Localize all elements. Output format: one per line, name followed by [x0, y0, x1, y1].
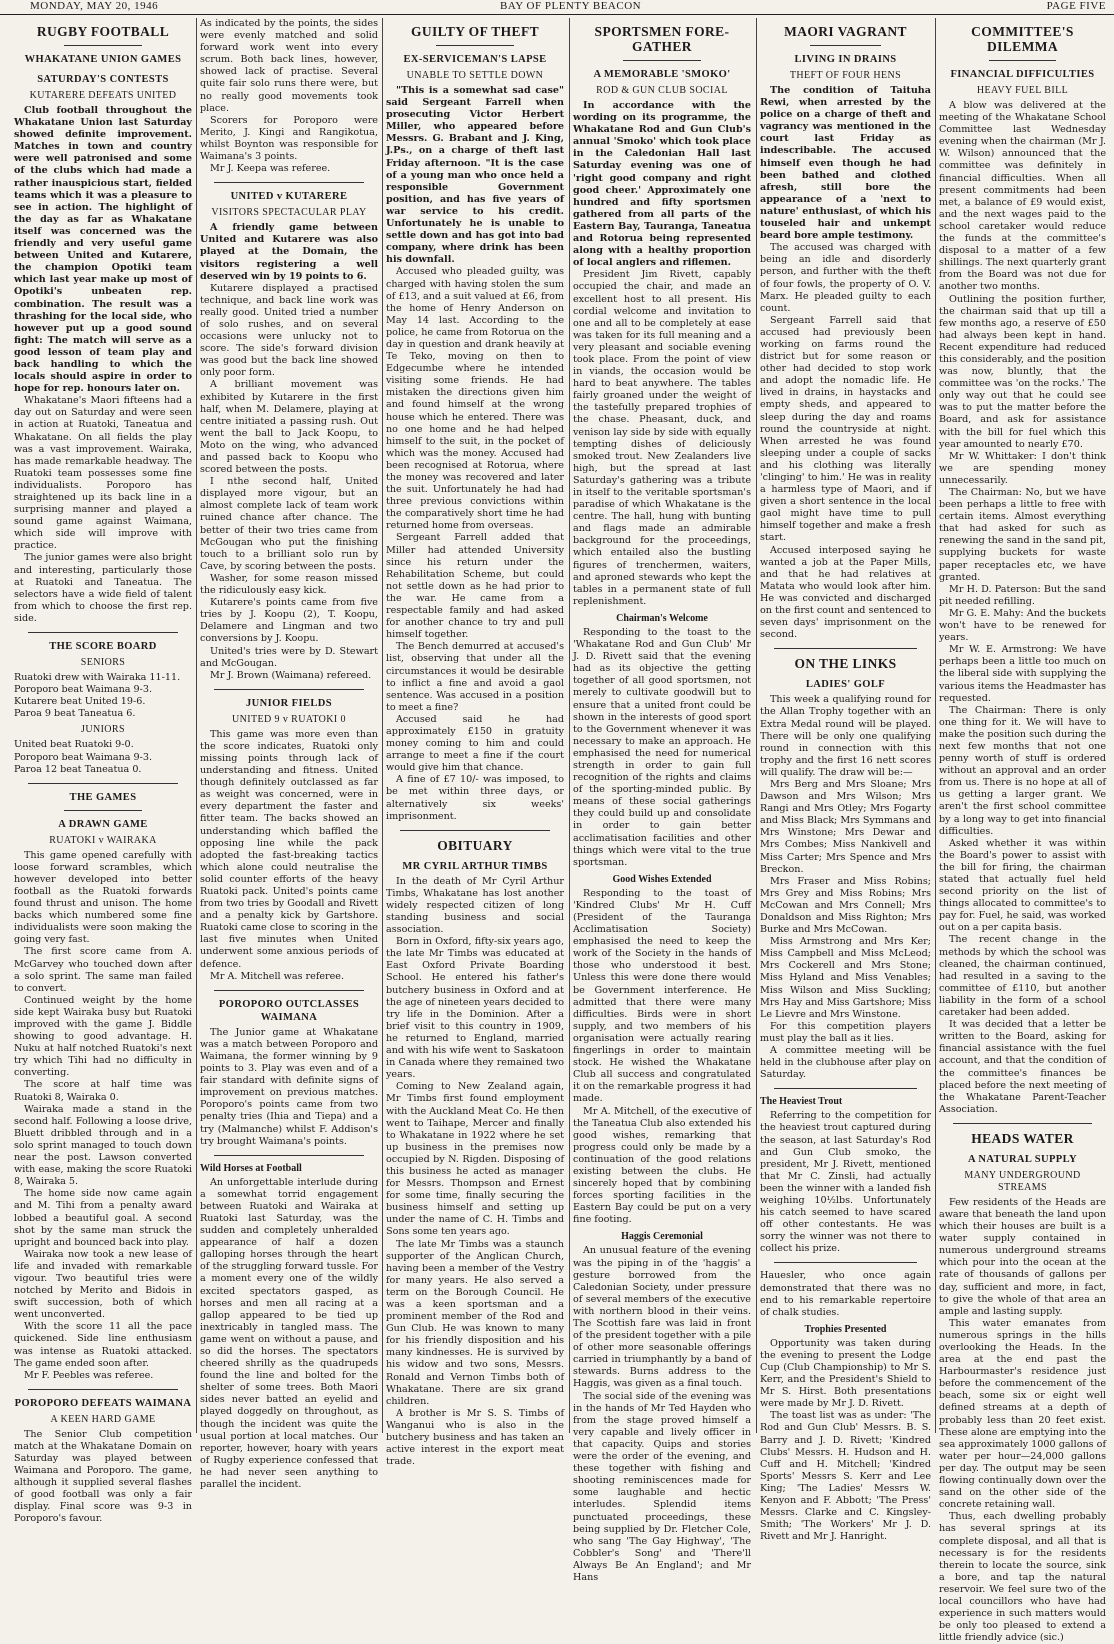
article-paragraph: The toast list was as under: 'The Rod and Gun Club' Messrs. B. S. Barry and J. D. Rivett; 'Kindred Clubs' Messrs. H. Hudson and H. Cuff and H. Mitchell; 'Kindred Sports' Messrs S. Kerr and Lee King; 'The Ladies' Messrs W. Kenyon and F. Abbott; 'The Press' Messrs. Clarke and C. Kingsley-Smith; 'The Workers' Mr J. D. Rivett and Mr J. Hanright. [760, 1410, 931, 1543]
headline-sportsmen-foregather: SPORTSMEN FORE-GATHER [594, 24, 730, 54]
article-paragraph: Coming to New Zealand again, Mr Timbs first found employment with the Auckland Meat Co. He then went to Taihape, Mercer and finally to Whakatane in 1922 where he set up business in the premises now occupied by N. Rigden. Disposing of this business he acted as manager for Messrs. Thompson and Ernest for some time, finally securing the business himself and setting up under the name of C. H. Timbs and Sons some ten years ago. [386, 1081, 564, 1238]
divider [214, 1155, 364, 1156]
subhead: A KEEN HARD GAME [50, 1413, 156, 1425]
article-paragraph: Outlining the position further, the chairman said that up till a few months ago, a reserve of £50 had always been kept in hand. Recent expenditure had reduced this considerably, and the position was now, bluntly, that the committee was 'on the rocks.' The only way out that he could see was to put the matter before the Board, and ask for assistance with the bill for fuel which this year amounted to nearly £70. [939, 293, 1106, 450]
article-paragraph: This game opened carefully with loose forward scrambles, which however developed into better football as the Ruatoki forwards found thrust and unison. The home backs which numbered some fine individualists were soon making the going very fast. [14, 849, 192, 946]
column-rule [756, 18, 757, 1433]
article-paragraph: The Senior Club competition match at the Whakatane Domain on Saturday was played between Waimana and Poroporo. The game, although it supplied several flashes of good football was only a fair display. Final score was 9-3 in Poroporo's favour. [14, 1428, 192, 1525]
article-paragraph: For this competition players must play the ball as it lies. [760, 1020, 931, 1044]
article-paragraph: In the death of Mr Cyril Arthur Timbs, Whakatane has lost another widely respected citizen of long standing business and social association. [386, 875, 564, 936]
subhead: JUNIORS [81, 724, 125, 736]
column-3 [386, 18, 564, 1468]
score-line: Poroporo beat Waimana 9-3. [14, 751, 153, 763]
headline-junior-fields: JUNIOR FIELDS [245, 697, 332, 709]
article-paragraph: Mr H. D. Paterson: But the sand pit needed refilling. [939, 583, 1106, 607]
subhead: FINANCIAL DIFFICULTIES [950, 69, 1095, 80]
headline-wild-horses: Wild Horses at Football [200, 1162, 302, 1174]
article-paragraph: Kutarere's points came from five tries by J. Koopu (2), T. Koopu, Delamere and Lingman and two conversions by J. Koopu. [200, 597, 378, 645]
score-line: Paroa 12 beat Taneatua 0. [14, 763, 142, 775]
article-paragraph: Mr F. Peebles was referee. [24, 1369, 154, 1381]
subhead: A DRAWN GAME [58, 818, 148, 830]
score-line: Kutarere beat United 19-6. [14, 696, 146, 708]
score-line: Paroa 9 beat Taneatua 6. [14, 708, 136, 720]
article-paragraph: An unforgettable interlude during a somewhat torrid engagement between Ruatoki and Wairaka at Ruatoki last Saturday, was the sudden and completely unheralded appearance of half a dozen galloping horses through the heart of the struggling forward tussle. For a moment every one of the wildly excited spectators gasped, as horses and men all racing at a gallop appeared to be tied up inextricably in tangled mass. The game went on without a pause, and so did the horses. The spectators cheered shrilly as the quadrupeds found the line and bolted for the shelter of some trees. Both Maori sides never batted an eyelid and played doggedly on throughout, as though the incident was quite the usual portion at local matches. Our reporter, however, hoary with years of Rugby experience confessed that he had never seen anything to parallel the incident. [200, 1176, 378, 1491]
article-paragraph: The first score came from A. McGarvey who touched down after a solo sprint. The same man failed to convert. [14, 946, 192, 994]
divider [953, 1123, 1092, 1124]
article-paragraph: Hauesler, who once again demonstrated that there was no end to his remarkable repertoire of chalk studies. [760, 1270, 931, 1318]
article-paragraph: Mr A. Mitchell, of the executive of the Taneatua Club also extended his good wishes, remarking that progress could only be made by a continuation of the good relations existing between the clubs. He sincerely hoped that by combining forces sporting facilities in the Eastern Bay could be put on a very fine footing. [573, 1105, 751, 1226]
subhead: UNITED 9 v RUATOKI 0 [232, 713, 346, 725]
divider [214, 689, 364, 690]
subhead: MANY UNDERGROUND STREAMS [964, 1169, 1081, 1193]
subhead: HEAVY FUEL BILL [976, 85, 1069, 96]
article-paragraph: Kutarere displayed a practised technique, and back line work was really good. United tried a number of solo rushes, and on several occasions were unlucky not to score. The side's forward division was good but the back line showed only poor form. [200, 282, 378, 379]
column-5 [760, 18, 931, 1543]
divider [214, 182, 364, 183]
headline-the-games: THE GAMES [69, 791, 137, 803]
article-paragraph: A committee meeting will be held in the clubhouse after play on Saturday. [760, 1045, 931, 1081]
article-paragraph: Responding to the toast to the 'Whakatane Rod and Gun Club' Mr J. D. Rivett said that the evening had as its objective the getting together of all good sportsmen, not merely to cultivate goodwill but to ensure that a united front could be shown in the interests of good sport to the Government whenever it was necessary to make an approach. He emphasised the need for numerical strength in order to gain full recognition of the rights and claims of the sporting-minded public. By means of these social gatherings they could build up and consolidate in order to gain better acclimatisation facilities and other things which were vital to the true sportsman. [573, 626, 751, 868]
subhead: LADIES' GOLF [805, 679, 886, 691]
subhead: ROD & GUN CLUB SOCIAL [596, 85, 728, 96]
divider [774, 1088, 917, 1089]
article-paragraph: The social side of the evening was in the hands of Mr Ted Hayden who from the stage proved himself a very capable and lively officer in that capacity. Quips and stories were the order of the evening, and these together with fishing and shooting reminiscences made for some laughable and hectic interludes. Splendid items punctuated proceedings, these being supplied by Dr. Fletcher Cole, who sang 'The Gay Highway', 'The Cobbler's Song' and 'There'll Always Be An England'; and Mr Hans [573, 1390, 751, 1583]
divider [989, 60, 1056, 61]
article-paragraph: Accused interposed saying he wanted a job at the Paper Mills, and that he had relatives at Matata who would look after him. He was convicted and discharged on the first count and sentenced to seven days' imprisonment on the second. [760, 544, 931, 641]
newspaper-name: BAY OF PLENTY BEACON [500, 0, 642, 12]
article-paragraph: Wairaka made a stand in the second half. Following a loose drive, Bluett dribbled through and in a solo sprint managed to touch down near the post. Lawson converted with ease, making the score Ruatoki 8, Wairaka 5. [14, 1103, 192, 1188]
article-paragraph: Scorers for Poroporo were Merito, J. Kingi and Rangikotua, whilst Boynton was responsible for Waimana's 3 points. [200, 114, 378, 163]
divider [436, 45, 514, 46]
article-paragraph: United's tries were by D. Stewart and McGougan. [200, 645, 378, 669]
divider [623, 60, 701, 61]
subhead: MR CYRIL ARTHUR TIMBS [402, 860, 548, 872]
article-paragraph: A fine of £7 10/- was imposed, to be met within three days, or alternatively six weeks' imprisonment. [386, 774, 564, 822]
article-paragraph: Thus, each dwelling probably has several springs at its complete disposal, and all that is necessary is for the residents therein to locate the source, sink a bore, and tap the natural reservoir. We feel sure two of the local councillors who have had experience in such matters would be only too pleased to extend a little friendly advice (sic.) [939, 1511, 1106, 1644]
article-paragraph: The score at half time was Ruatoki 8, Wairaka 0. [14, 1079, 192, 1103]
divider [774, 1262, 917, 1263]
article-paragraph: With the score 11 all the pace quickened. Side line enthusiasm was intense as Ruatoki attacked. The game ended soon after. [14, 1321, 192, 1369]
divider [28, 783, 178, 784]
headline-score-board: THE SCORE BOARD [49, 641, 157, 653]
subhead: Chairman's Welcome [616, 612, 708, 624]
article-paragraph: Whakatane's Maori fifteens had a day out on Saturday and were seen in action at Ruatoki, Taneatua and Whakatane. On all fields the play was a vast improvement. Wairaka, has made remarkable headway. The Ruatoki team possesses some fine individualists. Poroporo has straightened up its back line in a surprising manner and played a sound game against Waimana, which side will improve with practice. [14, 395, 192, 552]
article-paragraph: Wairaka now took a new lease of life and invaded with remarkable vigour. Two beautiful tries were notched by Merito and Bidois in swift succession, both of which went unconverted. [14, 1248, 192, 1321]
article-paragraph: The junior games were also bright and interesting, particularly those at Ruatoki and Taneatua. The selectors have a wide field of talent from which to choose the first rep. side. [14, 552, 192, 624]
divider [28, 1389, 178, 1390]
article-paragraph: Miss Armstrong and Mrs Ker; Miss Campbell and Miss McLeod; Mrs Cockerell and Mrs Stone; Miss Hyland and Miss Venables; Miss Wilson and Miss Suckling; Mrs Hay and Miss Gartshore; Miss Le Lievre and Mrs Winstone. [760, 936, 931, 1020]
headline-committees-dilemma: COMMITTEE'S DILEMMA [971, 24, 1074, 54]
article-paragraph: Mr W. E. Armstrong: We have perhaps been a little too much on the liberal side with supplying the various items the Headmaster has requested. [939, 644, 1106, 704]
article-paragraph: Accused who pleaded guilty, was charged with having stolen the sum of £13, and a suit valued at £6, from the home of Henry Anderson on May 14 last. According to the police, he came from Rotorua on the day in question and drank heavily at Te Teko, moving on then to Edgecumbe where he intended visiting some friends. He had mistaken the directions given him and found himself at the wrong house which he entered. There was no one home and he had helped himself to the suit, in the pocket of which was the money. Accused had been recognised at Rotorua, where the money was recovered and later the suit. Unfortunately he had had three previous convictions within the comparatively short time he had returned home from overseas. [386, 266, 564, 532]
article-paragraph: A brilliant movement was exhibited by Kutarere in the first half, when M. Delamere, playing at centre initiated a passing rush. Out went the ball to Jack Koopu, to Moto on the wing, who advanced and passed back to Koopu who scored between the posts. [200, 379, 378, 476]
headline-obituary: OBITUARY [437, 837, 513, 853]
column-rule [569, 18, 570, 1433]
subhead: A NATURAL SUPPLY [967, 1153, 1078, 1165]
article-paragraph: Asked whether it was within the Board's power to assist with the bill for firing, the chairman stated that actually fuel held second priority on the list of things allocated to committee's to pay for. Fuel, he said, was worked out on a per capita basis. [939, 837, 1106, 934]
headline-poroporo-outclasses-waimana: POROPORO OUTCLASSES WAIMANA [218, 998, 360, 1023]
divider [64, 810, 142, 811]
headline-on-the-links: ON THE LINKS [794, 656, 897, 672]
column-1 [14, 18, 192, 1525]
article-paragraph: The accused was charged with being an idle and disorderly person, and further with the theft of four fowls, the property of O. V. Marx. He pleaded guilty to each count. [760, 242, 931, 314]
article-lead: The condition of Taituha Rewi, when arrested by the police on a charge of theft and vagrancy was mentioned in the court last Friday as indescribable. The accused himself even though he had been bathed and clothed afresh, still bore the appearance of a 'next to nature' enthusiast, of which his touseled hair and unkempt beard bore ample testimony. [760, 85, 931, 242]
article-paragraph: A brother is Mr S. S. Timbs of Wanganui who is also in the butchery business and has taken an active interest in the export meat trade. [386, 1407, 564, 1468]
headline-united-v-kutarere: UNITED v KUTARERE [230, 191, 348, 203]
article-paragraph: Mr J. Keepa was referee. [210, 163, 331, 175]
article-paragraph: The Chairman: There is only one thing for it. We will have to make the position such during the next few months that not one penny worth of stuff is ordered without an approval and an order from us. There is no hope at all of us getting a larger grant. We aren't the first school committee by a long way to get into financial difficulties. [939, 704, 1106, 837]
column-rule [382, 18, 383, 1433]
article-paragraph: Sergeant Farrell said that accused had previously been working on farms round the district but for some reason or other had decided to stop work and adopt the nomadic life. He lived in drains, in haystacks and empty sheds, and appeared to sleep during the day and roams round the countryside at night. When arrested he was found sleeping under a couple of sacks and his clothing was literally 'clinging' to him.' He was in reality a harmless type of Maori, and if given a short sentence in the local gaol might have time to pull himself together and make a fresh start. [760, 314, 931, 544]
page-number: PAGE FIVE [1046, 0, 1106, 12]
article-paragraph: An unusual feature of the evening was the piping in of the 'haggis' a gesture borrowed from the Caledonian Society, under pressure of several members of the executive with northern blood in their veins. The Scottish fare was laid in front of the president together with a pile of other more seasonable offerings carried in triumphantly by a band of stewards. Burns address to the Haggis, was given as a final touch. [573, 1245, 751, 1390]
headline-heads-water: HEADS WATER [971, 1130, 1074, 1146]
masthead [0, 0, 1114, 15]
divider [810, 45, 881, 46]
subhead: VISITORS SPECTACULAR PLAY [211, 207, 367, 219]
article-paragraph: I nthe second half, United displayed more vigour, but an almost complete lack of team work ruined chance after chance. The better of their two tries came from McGougan who put the finishing touch to a brilliant solo run by Cave, by scoring between the posts. [200, 476, 378, 572]
subhead: The Heaviest Trout [760, 1096, 843, 1108]
article-paragraph: The Junior game at Whakatane was a match between Poroporo and Waimana, the former winning by 9 points to 3. Play was even and of a fair standard with definite signs of improvement on previous matches. Poroporo's points came from two penalty tries (Ihia and Tiepa) and a try (Malmanche) whilst F. Addison's try brought Waimana's points. [200, 1026, 378, 1147]
subhead: SENIORS [80, 657, 126, 669]
column-rule [935, 18, 936, 1433]
article-paragraph: The home side now came again and M. Tihi from a penalty award lobbed a beautiful goal. A second shot by the same man struck the upright and bounced back into play. [14, 1188, 192, 1248]
subhead: Good Wishes Extended [612, 873, 712, 885]
divider [64, 45, 142, 46]
subhead: KUTARERE DEFEATS UNITED [29, 90, 177, 101]
article-paragraph: This water emanates from numerous springs in the hills overlooking the Heads. In the area at the end past the Harbourmaster's residence just before the commencement of the beach, some six or eight well defined streams at a depth of probably less than 20 feet exist. These alone are emptying into the sea approximately 1000 gallons of water per hour—24,000 gallons per day. The output may be seen flowing continually down over the sand on the other side of the concrete retaining wall. [939, 1317, 1106, 1511]
article-paragraph: Mr A. Mitchell was referee. [210, 970, 345, 982]
score-line: Ruatoki drew with Wairaka 11-11. [14, 672, 181, 684]
article-paragraph: Continued weight by the home side kept Wairaka busy but Ruatoki improved with the game J. Biddle showing to good advantage. H. Nuku at half notched Ruatoki's next try which Tihi had no difficulty in converting. [14, 994, 192, 1079]
column-4 [573, 18, 751, 1583]
subhead: WHAKATANE UNION GAMES [24, 54, 182, 65]
article-paragraph: A blow was delivered at the meeting of the Whakatane School Committee last Wednesday evening when the chairman (Mr J. W. Wilson) announced that the committee was definitely in financial difficulties. When all present commitments had been met, a balance of £9 would exist, and the next wages paid to the school caretaker would reduce the funds at the committee's disposal to a matter of a few shillings. The next quarterly grant from the Board was not due for another two months. [939, 100, 1106, 293]
column-6 [939, 18, 1106, 1644]
headline-guilty-of-theft: GUILTY OF THEFT [410, 24, 540, 39]
article-paragraph: It was decided that a letter be written to the Board, asking for financial assistance with the fuel account, and that the condition of the committee's finances be placed before the next meeting of the Whakatane Parent-Teacher Association. [939, 1019, 1106, 1115]
article-paragraph: The Bench demurred at accused's list, observing that under all the circumstances it would be desirable to inflict a fine and avoid a gaol sentence. Was accused in a position to meet a fine? [386, 641, 564, 713]
subhead: LIVING IN DRAINS [794, 54, 897, 65]
article-paragraph: As indicated by the points, the sides were evenly matched and solid forward work went into every scrum. Both back lines, however, showed lack of practise. Several quite fair solo runs there were, but no really good movements took place. [200, 18, 378, 114]
article-paragraph: Referring to the competition for the heaviest trout captured during the season, at last Saturday's Rod and Gun Club smoko, the president, Mr J. Rivett, mentioned that Mr C. Zinsli, had actually been the winner with a landed fish weighing 10½lbs. Unfortunately his catch seemed to have scared off other contestants. He was sorry the winner was not there to collect his prize. [760, 1110, 931, 1255]
subhead: RUATOKI v WAIRAKA [49, 834, 157, 846]
subhead: Haggis Ceremonial [621, 1231, 703, 1243]
headline-rugby-football: RUGBY FOOTBALL [36, 24, 170, 39]
article-paragraph: The Chairman: No, but we have been perhaps a little to free with certain items. Almost everything that had asked for such as renewing the sand in the sand pit, supplying buckets for waste paper receptacles etc, we have granted. [939, 487, 1106, 583]
article-lead: Club football throughout the Whakatane Union last Saturday showed definite improvement. Matches in town and country were well patronised and some of the clubs which had made a rather inauspicious start, fielded teams which it was a pleasure to see in action. The highlight of the day as far as Whakatane itself was concerned was the friendly and very useful game between United and Kutarere, the champion Opotiki team which last year make up most of Opotiki's unbeaten rep. combination. The result was a thrashing for the local side, who however put up a good sound fight: The match will serve as a good lesson of team play and back handling to which the locals should aspire in order to hope for rep. honours later on. [14, 105, 192, 395]
article-lead: In accordance with the wording on its programme, the Whakatane Rod and Gun Club's annual 'Smoko' which took place in the Caledonian Hall last Saturday evening was one of 'right good company and right good cheer.' Approximately one hundred and fifty sportsmen gathered from all parts of the Eastern Bay, Tauranga, Taneatua and Rotorua being represented along with a healthy proportion of local anglers and riflemen. [573, 100, 751, 269]
article-paragraph: Accused said he had approximately £150 in gratuity money coming to him and could arrange to meet a fine if the court would give him that chance. [386, 713, 564, 774]
article-paragraph: This week a qualifying round for the Allan Trophy together with an Extra Medal round will be played. There will be only one qualifying round in connection with this trophy and the first 16 nett scores will qualify. The draw will be:— [760, 694, 931, 778]
subhead: UNABLE TO SETTLE DOWN [406, 70, 544, 81]
article-paragraph: Responding to the toast of 'Kindred Clubs' Mr H. Cuff (President of the Tauranga Acclimatisation Society) emphasised the need to keep the work of the Society in the hands of those who understood it best. Unless this were done there would be Government interference. He admitted that there were many difficulties. Birds were in short supply, and two members of his organisation were actually rearing fingerlings in order to maintain stock. He wished the Whakatane Club all success and congratulated it on the remarkable progress it had made. [573, 887, 751, 1105]
article-paragraph: The late Mr Timbs was a staunch supporter of the Anglican Church, having been a member of the Vestry for many years. He also served a term on the Borough Council. He was a keen sportsman and a prominent member of the Rod and Gun Club. He was known to many for his friendly disposition and his many kindnesses. He is survived by his widow and two sons, Messrs. Ronald and Vernon Timbs both of Whakatane. There are six grand children. [386, 1238, 564, 1407]
score-line: Poroporo beat Waimana 9-3. [14, 684, 153, 696]
subhead: THEFT OF FOUR HENS [789, 70, 902, 81]
headline-poroporo-defeats-waimana: POROPORO DEFEATS WAIMANA [14, 1397, 192, 1409]
article-paragraph: Sergeant Farrell added that Miller had attended University since his return under the Rehabilitation Scheme, but could not settle down as he had prior to the war. He came from a respectable family and had asked for another chance to try and pull himself together. [386, 532, 564, 641]
article-paragraph: Mr G. E. Mahy: And the buckets won't have to be renewed for years. [939, 607, 1106, 644]
subhead: A MEMORABLE 'SMOKO' [593, 69, 731, 80]
article-paragraph: Washer, for some reason missed the ridiculously easy kick. [200, 572, 378, 597]
divider [214, 990, 364, 991]
column-rule [196, 18, 197, 1433]
divider [400, 830, 550, 831]
column-2 [200, 18, 378, 1491]
article-lead: "This is a somewhat sad case" said Sergeant Farrell when prosecuting Victor Herbert Miller, who appeared before Messrs. G. Brabant and J. King, J.Ps., on a charge of theft last Friday afternoon. "It is the case of a young man who once held a responsible Government position, and has five years of war service to his credit. Unfortunately he is unable to settle down and has got into bad company, where drink has been his downfall. [386, 85, 564, 266]
article-paragraph: Mr J. Brown (Waimana) refereed. [210, 669, 372, 681]
article-paragraph: Opportunity was taken during the evening to present the Lodge Cup (Club Championship) to Mr S. Kerr, and the President's Shield to Mr S. Hirst. Both presentations were made by Mr J. D. Rivett. [760, 1337, 931, 1410]
article-paragraph: Mrs Berg and Mrs Sloane; Mrs Dawson and Mrs Wilson; Mrs Rangi and Mrs Otley; Mrs Fogarty and Miss Black; Mrs Symmans and Mrs Winstone; Mrs Dewar and Mrs Combes; Miss Nankivell and Miss Carter; Mrs Spence and Mrs Breckon. [760, 778, 931, 875]
subhead: EX-SERVICEMAN'S LAPSE [403, 54, 547, 65]
divider [774, 648, 917, 649]
article-paragraph: Born in Oxford, fifty-six years ago, the late Mr Timbs was educated at East Oxford Private Boarding School. He entered his father's butchery business in Oxford and at the age of nineteen years decided to try life in the Dominion. After a brief visit to this country in 1909, he returned to England, married and with his wife went to Saskatoon in Canada where they remained two years. [386, 936, 564, 1081]
subhead: SATURDAY'S CONTESTS [37, 74, 169, 85]
article-paragraph: This game was more even than the score indicates, Ruatoki only missing points through lack of understanding and fitness. United though definitely outclassed as far as weight was concerned, were in every department the faster and fitter team. The backs showed an understanding which baffled the opposing line while the pack adopted the fast-breaking tactics which alone could neutralise the solid counter efforts of the heavy Ruatoki pack. United's points came from two tries by Goodall and Rivett and a penalty kick by Gartshore. Ruatoki came close to scoring in the last five minutes when United underwent some anxious periods of defence. [200, 728, 378, 970]
subhead: Trophies Presented [804, 1323, 887, 1335]
article-paragraph: President Jim Rivett, capably occupied the chair, and made an excellent host to all present. His cordial welcome and invitation to one and all to be completely at ease was taken for its full meaning and a very pleasant and sociable evening took place. From the point of view in viands, the occasion would be hard to beat anywhere. The tables fairly groaned under the weight of the tastefully prepared trophies of the chase. Pheasant, duck, and venison lay side by side with equally tempting dishes of deliciously smoked trout. New Zealanders live high, but the spread at last Saturday's gathering was a tribute in itself to the veritable sportsman's paradise of which Whakatane is the centre. The hall, hung with bunting and flags made an admirable background for the proceedings, which entailed also the bustling figures of trenchermen, waiters, and aproned stewards who kept the tables in a permanent state of full replenishment. [573, 269, 751, 607]
headline-maori-vagrant: MAORI VAGRANT [784, 24, 907, 39]
score-line: United beat Ruatoki 9-0. [14, 739, 134, 751]
article-paragraph: Mrs Fraser and Miss Robins; Mrs Grey and Miss Robins; Mrs McCowan and Mrs Connell; Mrs Donaldson and Miss Righton; Mrs Burke and Mrs McCowan. [760, 875, 931, 936]
article-paragraph: Mr W. Whittaker: I don't think we are spending money unnecessarily. [939, 450, 1106, 486]
newspaper-page [14, 18, 1106, 1644]
article-lead: A friendly game between United and Kutarere was also played at the Domain, the visitors registering a well deserved win by 19 points to 6. [200, 222, 378, 282]
issue-date: MONDAY, MAY 20, 1946 [30, 0, 159, 12]
article-paragraph: Few residents of the Heads are aware that beneath the land upon which their houses are built is a water supply contained in numerous underground streams which pour into the ocean at the rate of thousands of gallons per day, sufficient and more, in fact, to give the whole of that area an ample and lasting supply. [939, 1196, 1106, 1317]
article-paragraph: The recent change in the methods by which the school was cleaned, the chairman continued, had resulted in a saving to the committee of £110, but another liability in the form of a school caretaker had been added. [939, 934, 1106, 1019]
divider [28, 632, 178, 633]
